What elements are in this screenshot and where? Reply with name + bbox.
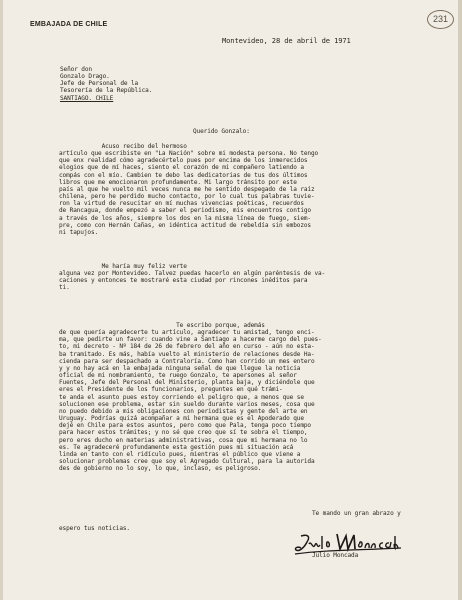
address-line: Tesorería de la República. xyxy=(60,87,153,95)
paragraph-gratitude: Acuso recibo del hermoso artículo que escribiste en "La Nación" sobre mi modesta persona. No tengo que enx realidad cómo agradecértelo pues por encima de los inmerecidos elogios que de mí haces, siento el corazón de mi compañero latiendo a compás con el mío. Cambien te debo las dedicatorias de tus dos últimos libros que me emocionaron profundamente. Mi largo tránsito por este país al que he vuelto mil veces nunca me he sentido despegado de la raíz chilena, pero he perdido mucho contacto, por lo cual tus palabras tuvie- ron la virtud de resucitar en mí muchas vivencias poéticas, recuerdos de Rancagua, donde empezó a saber el periodismo, mis encuentros contigo a través de los años, siempre los dos en la misma línea de fuego, siem- pre, como con Hernán Cañas, en idéntica actitud de rebeldía sin embozos ni tapujos. xyxy=(59,143,319,236)
final-line: espero tus noticias. xyxy=(59,525,130,532)
typed-signature-name: Julio Moncada xyxy=(312,552,359,559)
recipient-address xyxy=(60,66,152,102)
address-line: Señor don xyxy=(60,66,92,73)
address-line: Jefe de Personal de la xyxy=(60,80,139,88)
paragraph-invitation: Me haría muy feliz verte alguna vez por Montevideo. Talvez puedas hacerlo en algún paréntesis de va- caciones y entonces te mostraré esta ciudad por rincones inéditos para ti. xyxy=(59,263,326,292)
paragraph-request: Te escribo porque, además de que quería agradecerte tu artículo, agradecer tu amistad, tengo enci- ma, que pedirte un favor: cuando vine a Santiago a hacerme cargo del pues- to, mi decreto - Nº 184 de 26 de febrero del año en curso - aún no esta- ba tramitado. Es más, había vuelto al ministerio de relaciones desde Ha- cienda para ser despachado a Contraloría. Como han corrido un mes entero y y no hay acá en la embajada ninguna señal de que llegue la noticia oficial de mi nombramiento, te ruego Gonzalo, te apersones al señor Fuentes, Jefe del Personal del Ministerio, planta baja, y diciéndole que eres el Presidente de los funcionarios, preguntes en qué trámi- te anda el asunto pues estoy corriendo el peligro que, a menos que se solucionen ese problema, estar sin sueldo durante varios meses, cosa que no puedo debido a mis obligaciones con periodistas y gente del arte en Uruguay. Podrías quizá acompañar a mi hermana que es el Apoderado que dejé en Chile para estos asuntos, pero como que Pala, tenga poco tiempo para hacer estos trámites; y no sé que creo que sí te sobra el tiempo, pero eres ducho en materias administrativas, cosa que mi hermana no lo es. Te agradeceré profundamente esta gestión pues mi situación acá linda en tanto con el ridículo pues, mientras el público que viene a solucionar problemas cree que soy el Agregado Cultural, para la autorida des de gobierno no lo soy, lo que, inclaso, es peligroso. xyxy=(59,322,322,473)
date-line: Montevideo, 28 de abril de 1971 xyxy=(222,36,351,45)
address-line: Gonzalo Drago. xyxy=(60,73,110,81)
closing-line: Te mando un gran abrazo y xyxy=(312,510,401,517)
letterhead: EMBAJADA DE CHILE xyxy=(30,21,108,28)
salutation: Querido Gonzalo: xyxy=(193,128,250,135)
paper-right-edge xyxy=(458,0,462,600)
paper-left-edge xyxy=(0,0,3,600)
archive-number-stamp: 231 xyxy=(427,10,454,29)
address-city: SANTIAGO. CHILE xyxy=(60,94,114,102)
